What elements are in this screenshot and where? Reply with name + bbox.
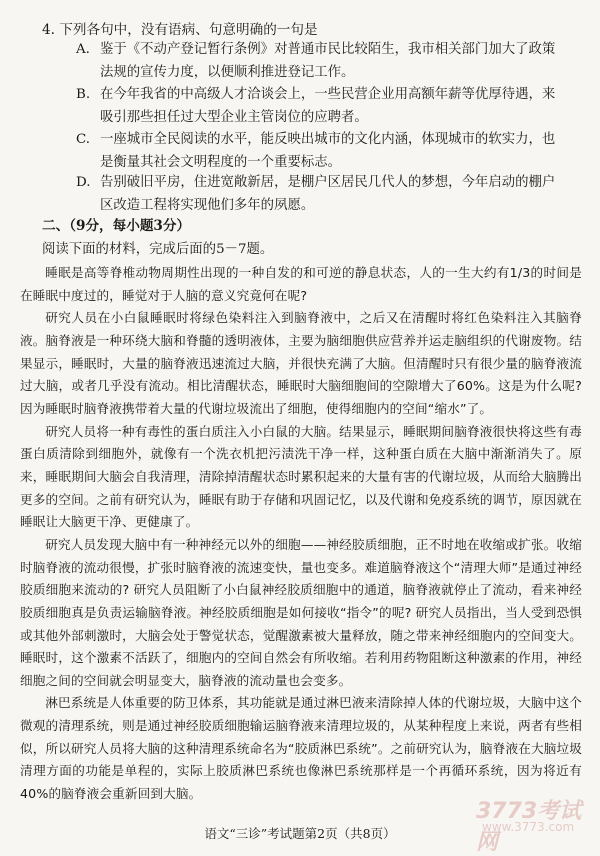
option-d-text: 告别破旧平房，住进宽敞新居，是棚户区居民几代人的梦想，今年启动的棚户区改造工程将实现他们多年的夙愿。 [100,175,556,213]
watermark-url: www.3773.com [482,820,575,834]
option-a-text: 鉴于《不动产登记暂行条例》对普通市民比较陌生，我市相关部门加大了政策法规的宣传力度，以便顺利推进登记工作。 [100,42,556,80]
passage-paragraph: 研究人员在小白鼠睡眠时将绿色染料注入到脑脊液中，之后又在清醒时将红色染料注入其脑脊液。脑脊液是一种环绕大脑和脊髓的透明液体，主要为脑细胞供应营养并运走脑组织的代谢废物。结果显示，睡眠时，大量的脑脊液迅速流过大脑，并很快充满了大脑。但清醒时只有很少量的脑脊液流过大脑，或者几乎没有流动。相比清醒状态，睡眠时大脑细胞间的空隙增大了60%。这是为什么呢? 因为睡眠时脑脊液携带着大量的代谢垃圾流出了细胞，使得细胞内的空间“缩水”了。 [20,310,582,416]
passage-paragraph: 研究人员发现大脑中有一种神经元以外的细胞——神经胶质细胞，正不时地在收缩或扩张。收缩时脑脊液的流动很慢，扩张时脑脊液的流速变快，量也变多。难道脑脊液这个“清理大师”是通过神经胶质细胞来流动的? 研究人员阻断了小白鼠神经胶质细胞中的通道，脑脊液就停止了流动，看来神经胶质细胞真是负责运输脑脊液。神经胶质细胞是如何接收“指令”的呢? 研究人员指出，当人受到恐惧或其他外部刺激时，大脑会处于警觉状态，觉醒激素被大量释放，随之带来神经细胞内的空间变大。睡眠时，这个激素不活跃了，细胞内的空间自然会有所收缩。若利用药物阻断这种激素的作用，神经细胞之间的空间就会明显变大，脑脊液的流动量也会变多。 [20,536,582,688]
option-a [76,38,566,84]
option-d [76,171,566,217]
option-b-text: 在今年我省的中高级人才洽谈会上，一些民营企业用高额年薪等优厚待遇，来吸引那些担任过大型企业主管岗位的应聘者。 [100,87,556,125]
question-4-stem: 4. 下列各句中，没有语病、句意明确的一句是 [42,22,318,38]
watermark-logo-text: 3773考试网 [476,799,582,855]
option-c-text: 一座城市全民阅读的水平，能反映出城市的文化内涵，体现城市的软实力，也是衡量其社会文明程度的一个重要标志。 [100,132,556,170]
section-2-instruction: 阅读下面的材料，完成后面的5－7题。 [42,242,274,257]
passage-paragraph: 淋巴系统是人体重要的防卫体系，其功能就是通过淋巴液来清除掉人体的代谢垃圾，大脑中这个微观的清理系统，则是通过神经胶质细胞输运脑脊液来清理垃圾的，从某种程度上来说，两者有些相似，所以研究人员将大脑的这种清理系统命名为“胶质淋巴系统”。之前研究认为，脑脊液在大脑垃圾清理方面的功能是单程的，实际上胶质淋巴系统也像淋巴系统那样是一个再循环系统，因为将近有40%的脑脊液会重新回到大脑。 [20,695,582,802]
passage-paragraph: 睡眠是高等脊椎动物周期性出现的一种自发的和可逆的静息状态，人的一生大约有1/3的时间是在睡眠中度过的，睡觉对于人脑的意义究竟何在呢? [20,265,582,303]
passage-paragraph: 研究人员将一种有毒性的蛋白质注入小白鼠的大脑。结果显示，睡眠期间脑脊液很快将这些有毒蛋白质清除到细胞外，就像有一个洗衣机把污渍洗干净一样，这种蛋白质在大脑中渐渐消失了。原来，睡眠期间大脑会自我清理，清除掉清醒状态时累积起来的大量有害的代谢垃圾，从而给大脑腾出更多的空间。之前有研究认为，睡眠有助于存储和巩固记忆，以及代谢和免疫系统的调节，原因就在睡眠让大脑更干净、更健康了。 [20,423,582,530]
reading-passage [20,262,582,806]
page-footer: 语文“三诊”考试题第2页（共8页） [204,826,396,841]
option-a-label: A. [76,42,90,57]
option-c-label: C. [76,132,91,147]
option-b-label: B. [76,87,91,102]
option-d-label: D. [76,175,91,190]
option-c [76,128,566,174]
option-b [76,83,566,129]
section-2-title: 二、（9分，每小题3分） [42,218,191,234]
